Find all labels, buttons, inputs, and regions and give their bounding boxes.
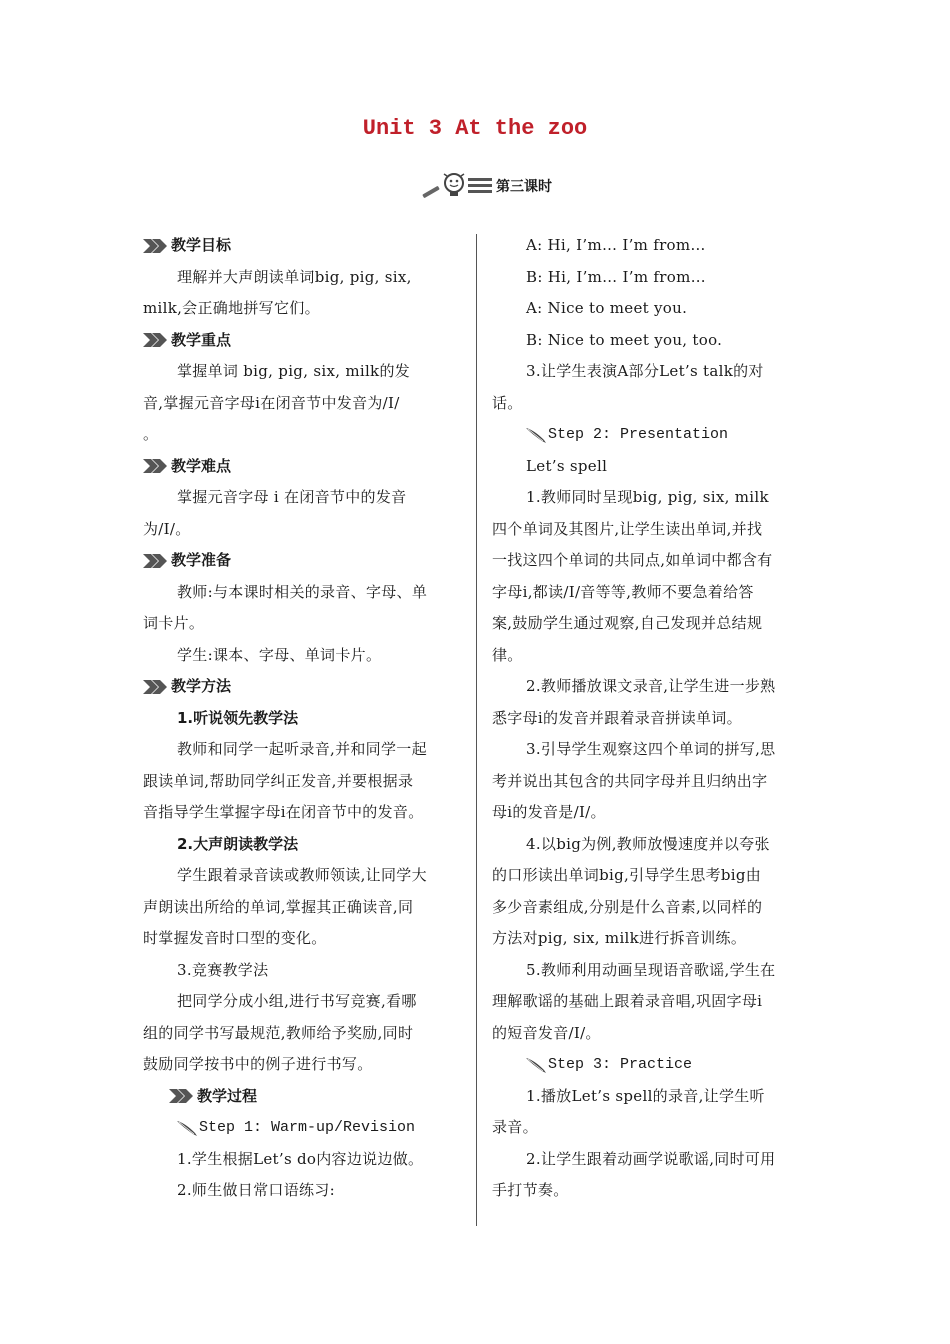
body-text-line	[492, 388, 810, 420]
body-text: A: Hi, I’m… I’m from…	[526, 236, 706, 254]
body-text-line	[492, 1081, 810, 1113]
body-text-line	[492, 671, 810, 703]
body-text-line	[492, 608, 810, 640]
body-text-line	[143, 766, 461, 798]
body-text-line	[492, 482, 810, 514]
body-text: 2.师生做日常口语练习:	[177, 1181, 335, 1199]
body-text-line	[143, 1175, 461, 1207]
body-text: 手打节奏。	[492, 1181, 569, 1199]
step-heading-text: Step 2: Presentation	[548, 426, 729, 443]
section-heading	[143, 545, 461, 577]
body-text: 5.教师利用动画呈现语音歌谣,学生在	[526, 960, 776, 979]
body-text-line	[492, 986, 810, 1018]
body-text: 字母i,都读/I/音等等,教师不要急着给答	[492, 582, 754, 601]
body-text: 的口形读出单词big,引导学生思考big由	[492, 866, 762, 884]
method-subheading-text: 2.大声朗读教学法	[177, 834, 299, 853]
body-text: 母i的发音是/I/。	[492, 803, 606, 821]
double-chevron-icon	[169, 1089, 195, 1103]
body-text-line	[492, 703, 810, 735]
body-text: 方法对pig, six, milk进行拆音训练。	[492, 929, 747, 947]
section-heading-text: 教学过程	[197, 1086, 258, 1105]
body-text-line	[143, 860, 461, 892]
body-text: 3.竞赛教学法	[177, 960, 269, 979]
section-heading-text: 教学重点	[171, 330, 232, 349]
body-text: 考并说出其包含的共同字母并且归纳出字	[492, 771, 768, 790]
body-text-line	[492, 577, 810, 609]
lightbulb-icon	[418, 170, 494, 202]
section-heading	[143, 671, 461, 703]
body-text-line	[143, 734, 461, 766]
section-heading	[143, 451, 461, 483]
body-text: 1.播放Let’s spell的录音,让学生听	[526, 1086, 765, 1105]
body-text-line	[143, 1144, 461, 1176]
body-text: 的短音发音/I/。	[492, 1023, 601, 1042]
method-subheading-text: 1.听说领先教学法	[177, 708, 299, 727]
body-text-line	[143, 986, 461, 1018]
body-text-line	[492, 262, 810, 294]
double-chevron-icon	[143, 680, 169, 694]
body-text: 录音。	[492, 1118, 538, 1136]
body-text-line	[492, 829, 810, 861]
body-text-line	[143, 262, 461, 294]
body-text: 时掌握发音时口型的变化。	[143, 929, 327, 947]
step-heading	[492, 419, 810, 451]
double-chevron-icon	[143, 554, 169, 568]
body-text: Let’s spell	[526, 456, 608, 475]
body-text-line	[143, 293, 461, 325]
body-text: 学生:课本、字母、单词卡片。	[177, 645, 382, 664]
body-text: 1.学生根据Let’s do内容边说边做。	[177, 1149, 424, 1168]
body-text: 教师:与本课时相关的录音、字母、单	[177, 582, 428, 601]
body-text: 掌握单词 big, pig, six, milk的发	[177, 362, 411, 380]
body-text-line	[143, 388, 461, 420]
body-text-line	[492, 293, 810, 325]
body-text: B: Nice to meet you, too.	[526, 330, 723, 349]
body-text: 话。	[492, 393, 523, 412]
body-text: 教师和同学一起听录音,并和同学一起	[177, 740, 427, 758]
lesson-label: 第三课时	[496, 179, 552, 195]
body-text-line	[143, 797, 461, 829]
body-text: 学生跟着录音读或教师领读,让同学大	[177, 866, 427, 884]
body-text: 音指导学生掌握字母i在闭音节中的发音。	[143, 803, 424, 821]
body-text: 理解歌谣的基础上跟着录音唱,巩固字母i	[492, 992, 763, 1010]
body-text: 为/I/。	[143, 519, 191, 538]
body-text-line	[492, 640, 810, 672]
body-text: 3.引导学生观察这四个单词的拼写,思	[526, 740, 776, 758]
quill-pen-icon	[524, 1056, 548, 1074]
quill-pen-icon	[175, 1119, 199, 1137]
body-text-line	[143, 608, 461, 640]
section-heading-text: 教学准备	[171, 551, 232, 569]
body-text: 一找这四个单词的共同点,如单词中都含有	[492, 551, 773, 569]
step-heading	[143, 1112, 461, 1144]
body-text: 2.让学生跟着动画学说歌谣,同时可用	[526, 1149, 776, 1168]
left-column	[143, 230, 461, 1207]
double-chevron-icon	[143, 333, 169, 347]
body-text: 词卡片。	[143, 614, 205, 632]
body-text-line	[492, 325, 810, 357]
body-text: 2.教师播放课文录音,让学生进一步熟	[526, 677, 776, 695]
body-text-line	[492, 356, 810, 388]
step-heading-text: Step 3: Practice	[548, 1056, 693, 1073]
body-text-line	[492, 892, 810, 924]
body-text: 声朗读出所给的单词,掌握其正确读音,同	[143, 897, 414, 916]
body-text: 4.以big为例,教师放慢速度并以夸张	[526, 834, 770, 853]
body-text-line	[143, 923, 461, 955]
body-text: 组的同学书写最规范,教师给予奖励,同时	[143, 1023, 414, 1042]
body-text: A: Nice to meet you.	[526, 299, 688, 317]
body-text-line	[143, 955, 461, 987]
section-heading	[143, 230, 461, 262]
body-text-line	[143, 892, 461, 924]
body-text-line	[143, 1018, 461, 1050]
method-subheading	[143, 703, 461, 735]
body-text-line	[143, 419, 461, 451]
document-title: Unit 3 At the zoo	[362, 116, 588, 141]
step-heading-text: Step 1: Warm-up/Revision	[199, 1119, 416, 1136]
body-text: 把同学分成小组,进行书写竞赛,看哪	[177, 992, 417, 1010]
section-heading-text: 教学难点	[171, 456, 232, 475]
body-text: 四个单词及其图片,让学生读出单词,并找	[492, 519, 763, 538]
section-heading-text: 教学目标	[171, 236, 232, 254]
body-text: 掌握元音字母 i 在闭音节中的发音	[177, 488, 407, 506]
body-text: 跟读单词,帮助同学纠正发音,并要根据录	[143, 771, 414, 790]
body-text: 理解并大声朗读单词big, pig, six,	[177, 267, 412, 286]
body-text: milk,会正确地拼写它们。	[143, 299, 320, 317]
body-text: 多少音素组成,分别是什么音素,以同样的	[492, 897, 763, 916]
body-text-line	[492, 514, 810, 546]
body-text-line	[143, 482, 461, 514]
body-text: 律。	[492, 645, 523, 664]
body-text: B: Hi, I’m… I’m from…	[526, 267, 706, 286]
body-text-line	[492, 955, 810, 987]
body-text-line	[492, 734, 810, 766]
body-text-line	[492, 1175, 810, 1207]
body-text-line	[492, 923, 810, 955]
double-chevron-icon	[143, 459, 169, 473]
body-text-line	[492, 1018, 810, 1050]
body-text: 鼓励同学按书中的例子进行书写。	[143, 1055, 373, 1073]
method-subheading	[143, 829, 461, 861]
body-text: 3.让学生表演A部分Let’s talk的对	[526, 362, 764, 380]
right-column	[492, 230, 810, 1207]
body-text-line	[492, 451, 810, 483]
body-text-line	[492, 1112, 810, 1144]
step-heading	[492, 1049, 810, 1081]
body-text-line	[492, 797, 810, 829]
section-heading-text: 教学方法	[171, 677, 232, 695]
section-heading	[143, 1081, 461, 1113]
body-text-line	[492, 230, 810, 262]
body-text: 。	[143, 425, 159, 443]
body-text: 悉字母i的发音并跟着录音拼读单词。	[492, 708, 742, 727]
body-text-line	[492, 1144, 810, 1176]
body-text: 音,掌握元音字母i在闭音节中发音为/I/	[143, 393, 400, 412]
body-text-line	[492, 766, 810, 798]
body-text: 1.教师同时呈现big, pig, six, milk	[526, 488, 769, 506]
body-text-line	[143, 514, 461, 546]
body-text-line	[143, 640, 461, 672]
body-text-line	[492, 860, 810, 892]
column-divider	[476, 234, 477, 1226]
section-heading	[143, 325, 461, 357]
double-chevron-icon	[143, 239, 169, 253]
lesson-header	[418, 170, 552, 202]
body-text-line	[143, 356, 461, 388]
body-text-line	[143, 577, 461, 609]
body-text-line	[143, 1049, 461, 1081]
quill-pen-icon	[524, 426, 548, 444]
body-text: 案,鼓励学生通过观察,自己发现并总结规	[492, 614, 763, 632]
body-text-line	[492, 545, 810, 577]
